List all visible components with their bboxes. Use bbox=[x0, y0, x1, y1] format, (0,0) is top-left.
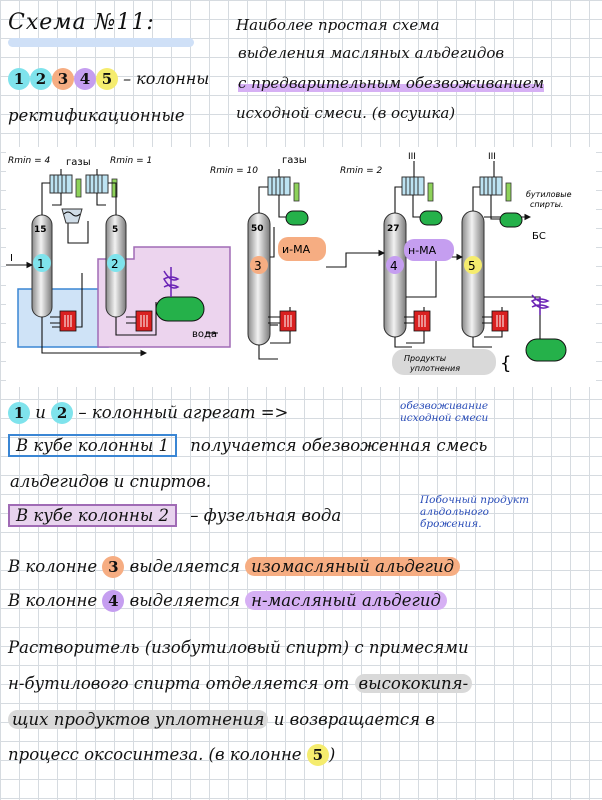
process-flow-diagram bbox=[6, 147, 596, 387]
description-line-3-text: с предварительным обезвоживанием bbox=[238, 74, 545, 92]
stage-count-4: 27 bbox=[387, 224, 400, 234]
rmin-label-1: Rmin = 4 bbox=[8, 156, 51, 166]
heat-exchanger bbox=[62, 209, 82, 223]
column-5-number: 5 bbox=[468, 259, 476, 273]
note-line-1-num-a: 1 bbox=[8, 402, 30, 424]
legend-number-3: 3 bbox=[52, 68, 74, 90]
description-line-1: Наиболее простая схема bbox=[236, 16, 440, 34]
paragraph-line-3-highlight: щих продуктов уплотнения bbox=[8, 710, 268, 729]
stage-count-1: 15 bbox=[34, 225, 47, 235]
note-line-4-side-1: Побочный продукт bbox=[420, 494, 530, 506]
note-line-2 bbox=[8, 436, 487, 455]
residue-drum bbox=[526, 339, 566, 361]
small-heaters bbox=[76, 179, 511, 201]
residue-note-1: Продукты bbox=[404, 354, 447, 363]
note-line-4-side bbox=[420, 494, 529, 530]
bs-note-1: бутиловые bbox=[526, 190, 572, 199]
note-line-6-pre: В колонне bbox=[8, 591, 98, 610]
legend-number-4: 4 bbox=[74, 68, 96, 90]
note-line-1 bbox=[8, 402, 288, 424]
rmin-label-2: Rmin = 1 bbox=[110, 156, 153, 166]
note-line-4-text: – фузельная вода bbox=[190, 506, 342, 525]
note-line-4-boxed: В кубе колонны 2 bbox=[8, 504, 177, 527]
column-1-number: 1 bbox=[37, 257, 45, 271]
description-line-2: выделения масляных альдегидов bbox=[238, 44, 505, 62]
note-line-2-boxed: В кубе колонны 1 bbox=[8, 434, 177, 457]
note-line-4 bbox=[8, 506, 341, 525]
residue-brace: { bbox=[500, 353, 512, 374]
condensers bbox=[50, 175, 502, 195]
note-line-2-text: получается обезвоженная смесь bbox=[190, 436, 488, 455]
paragraph-line-2 bbox=[8, 674, 472, 693]
process-diagram-svg bbox=[6, 147, 596, 387]
legend-number-1: 1 bbox=[8, 68, 30, 90]
rmin-label-3: Rmin = 10 bbox=[210, 166, 258, 176]
legend-label: – колонны bbox=[123, 69, 210, 88]
decanter bbox=[156, 297, 204, 321]
note-line-5-highlight: изомасляный альдегид bbox=[245, 557, 460, 576]
note-line-1-side-1: обезвоживание bbox=[400, 400, 489, 412]
paragraph-line-3-text: и возвращается в bbox=[273, 710, 435, 729]
note-line-6-num: 4 bbox=[102, 590, 124, 612]
product-i-ma: и-МА bbox=[282, 243, 311, 256]
note-line-4-side-2: альдольного bbox=[420, 506, 489, 518]
legend-number-5: 5 bbox=[96, 68, 118, 90]
note-line-1-side bbox=[400, 400, 488, 424]
note-line-6 bbox=[8, 590, 447, 612]
note-line-1-side-2: исходной смеси bbox=[400, 412, 489, 424]
input-label: I bbox=[10, 253, 13, 264]
gas-label-2: газы bbox=[282, 155, 307, 166]
note-line-5-pre: В колонне bbox=[8, 557, 98, 576]
bs-note-2: спирты. bbox=[530, 200, 564, 209]
residue-note-2: уплотнения bbox=[410, 364, 461, 373]
paragraph-line-1: Растворитель (изобутиловый спирт) с примесями bbox=[8, 638, 469, 657]
product-n-ma: н-МА bbox=[408, 244, 437, 257]
note-line-1-text: – колонный агрегат => bbox=[78, 403, 289, 422]
paragraph-line-3 bbox=[8, 710, 435, 729]
note-line-6-mid: выделяется bbox=[129, 591, 240, 610]
gas-label-1: газы bbox=[66, 157, 91, 168]
rmin-label-4: Rmin = 2 bbox=[340, 166, 383, 176]
stage-count-3: 50 bbox=[251, 224, 264, 234]
paragraph-line-2-text: н-бутилового спирта отделяется от bbox=[8, 674, 350, 693]
legend-label-2: ректификационные bbox=[8, 106, 185, 125]
note-line-6-highlight: н-масляный альдегид bbox=[245, 591, 447, 610]
note-line-5-num: 3 bbox=[102, 556, 124, 578]
bs-label: БС bbox=[532, 231, 546, 242]
column-3-number: 3 bbox=[254, 259, 262, 273]
description-line-4: исходной смеси. (в осушка) bbox=[236, 104, 456, 122]
description-line-3 bbox=[238, 74, 544, 92]
column-4-number: 4 bbox=[390, 259, 398, 273]
paragraph-line-4-num: 5 bbox=[307, 744, 329, 766]
paragraph-line-4-end: ) bbox=[328, 745, 336, 764]
title-highlight bbox=[8, 38, 194, 47]
scheme-title: Схема №11: bbox=[8, 10, 155, 35]
water-label: вода bbox=[192, 329, 218, 340]
note-line-5 bbox=[8, 556, 460, 578]
column-legend bbox=[8, 68, 209, 90]
stream-iii-2: III bbox=[488, 152, 496, 162]
paragraph-line-4 bbox=[8, 744, 335, 766]
note-line-1-num-b: 2 bbox=[51, 402, 73, 424]
note-line-1-and: и bbox=[35, 403, 46, 422]
paragraph-line-2-highlight: высококипя- bbox=[355, 674, 473, 693]
note-line-5-mid: выделяется bbox=[129, 557, 240, 576]
paragraph-line-4-text: процесс оксосинтеза. (в колонне bbox=[8, 745, 302, 764]
stream-iii-1: III bbox=[408, 152, 416, 162]
stage-count-2: 5 bbox=[112, 225, 119, 235]
residue-cooler-coil bbox=[532, 295, 548, 315]
column-2-number: 2 bbox=[111, 257, 119, 271]
note-line-4-side-3: брожения. bbox=[420, 518, 482, 530]
note-line-3: альдегидов и спиртов. bbox=[10, 472, 212, 491]
legend-number-2: 2 bbox=[30, 68, 52, 90]
